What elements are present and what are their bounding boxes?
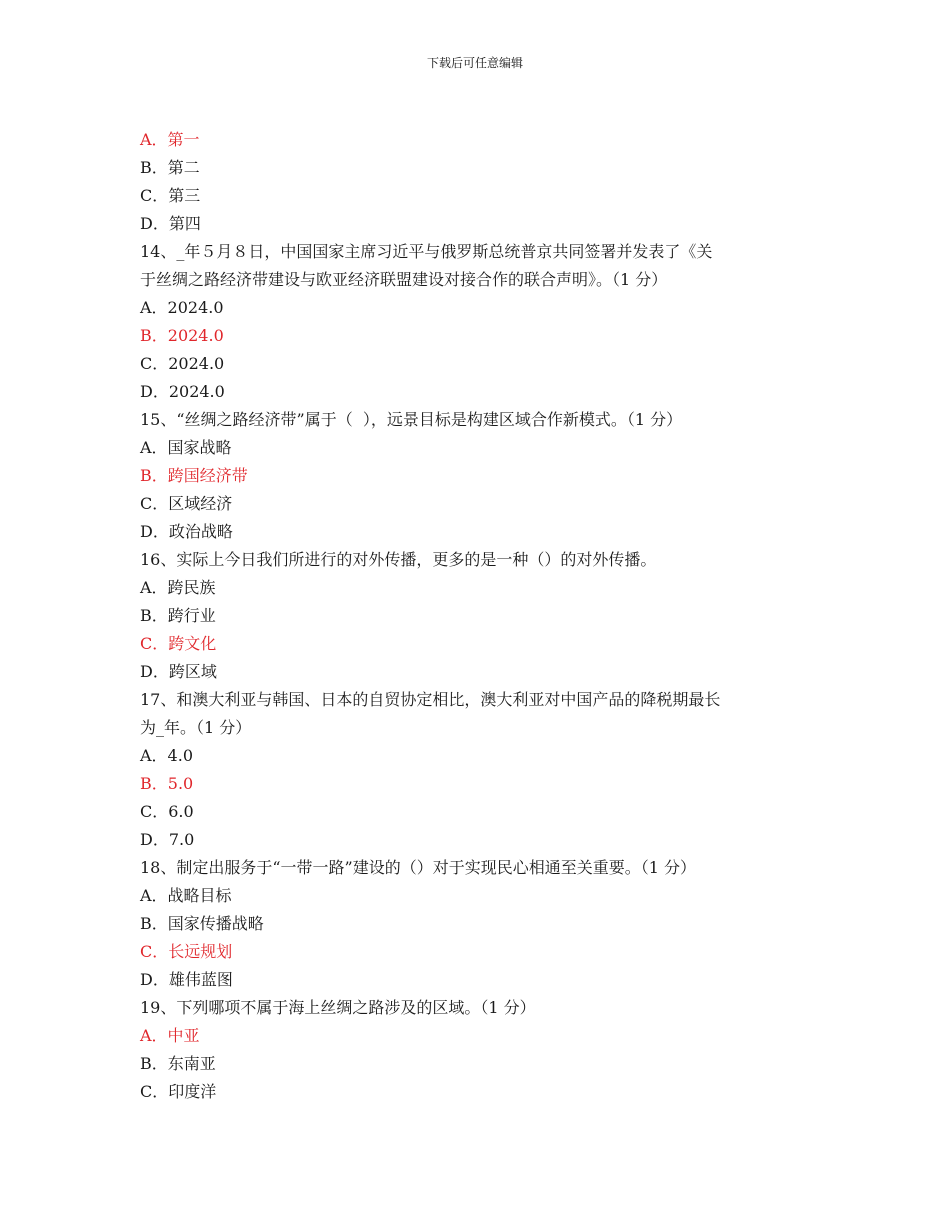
quiz-content bbox=[140, 126, 820, 1106]
question-14 bbox=[140, 238, 820, 406]
question-17 bbox=[140, 686, 820, 854]
option: A．中亚 bbox=[140, 1026, 200, 1045]
page-header: 下载后可任意编辑 bbox=[426, 56, 523, 70]
question-19 bbox=[140, 994, 820, 1106]
option: B．国家传播战略 bbox=[140, 914, 264, 933]
option: A．战略目标 bbox=[140, 886, 232, 905]
question-text: 为_年。（1 分） bbox=[140, 718, 252, 737]
question-16 bbox=[140, 546, 820, 686]
option: B．2024.0 bbox=[140, 326, 224, 345]
option: C．2024.0 bbox=[140, 354, 225, 373]
option: C．第三 bbox=[140, 186, 201, 205]
option: C．区域经济 bbox=[140, 494, 233, 513]
question-text: 19、下列哪项不属于海上丝绸之路涉及的区域。（1 分） bbox=[140, 998, 536, 1017]
option: C．长远规划 bbox=[140, 942, 233, 961]
question-text: 17、和澳大利亚与韩国、日本的自贸协定相比，澳大利亚对中国产品的降税期最长 bbox=[140, 690, 721, 709]
question-15 bbox=[140, 406, 820, 546]
option: B．东南亚 bbox=[140, 1054, 216, 1073]
option: B．5.0 bbox=[140, 774, 194, 793]
question-text: 15、“丝绸之路经济带”属于（ ），远景目标是构建区域合作新模式。（1 分） bbox=[140, 410, 683, 429]
question-text: 16、实际上今日我们所进行的对外传播，更多的是一种（）的对外传播。 bbox=[140, 550, 657, 569]
option: A．跨民族 bbox=[140, 578, 216, 597]
option: B．跨国经济带 bbox=[140, 466, 248, 485]
option: C．6.0 bbox=[140, 802, 194, 821]
option: A．2024.0 bbox=[140, 298, 224, 317]
question-text: 于丝绸之路经济带建设与欧亚经济联盟建设对接合作的联合声明》。（1 分） bbox=[140, 270, 668, 289]
option: A．第一 bbox=[140, 130, 200, 149]
question-text: 18、制定出服务于“一带一路”建设的（）对于实现民心相通至关重要。（1 分） bbox=[140, 858, 696, 877]
question-18 bbox=[140, 854, 820, 994]
option: D．跨区域 bbox=[140, 662, 217, 681]
option: B．第二 bbox=[140, 158, 200, 177]
option: D．7.0 bbox=[140, 830, 195, 849]
option: D．雄伟蓝图 bbox=[140, 970, 233, 989]
option: D．2024.0 bbox=[140, 382, 225, 401]
option: A．4.0 bbox=[140, 746, 194, 765]
option: C．跨文化 bbox=[140, 634, 217, 653]
option: D．政治战略 bbox=[140, 522, 233, 541]
lead-options bbox=[140, 126, 820, 238]
option: D．第四 bbox=[140, 214, 201, 233]
option: C．印度洋 bbox=[140, 1082, 217, 1101]
question-text: 14、_年５月８日，中国国家主席习近平与俄罗斯总统普京共同签署并发表了《关 bbox=[140, 242, 713, 261]
option: B．跨行业 bbox=[140, 606, 216, 625]
option: A．国家战略 bbox=[140, 438, 232, 457]
